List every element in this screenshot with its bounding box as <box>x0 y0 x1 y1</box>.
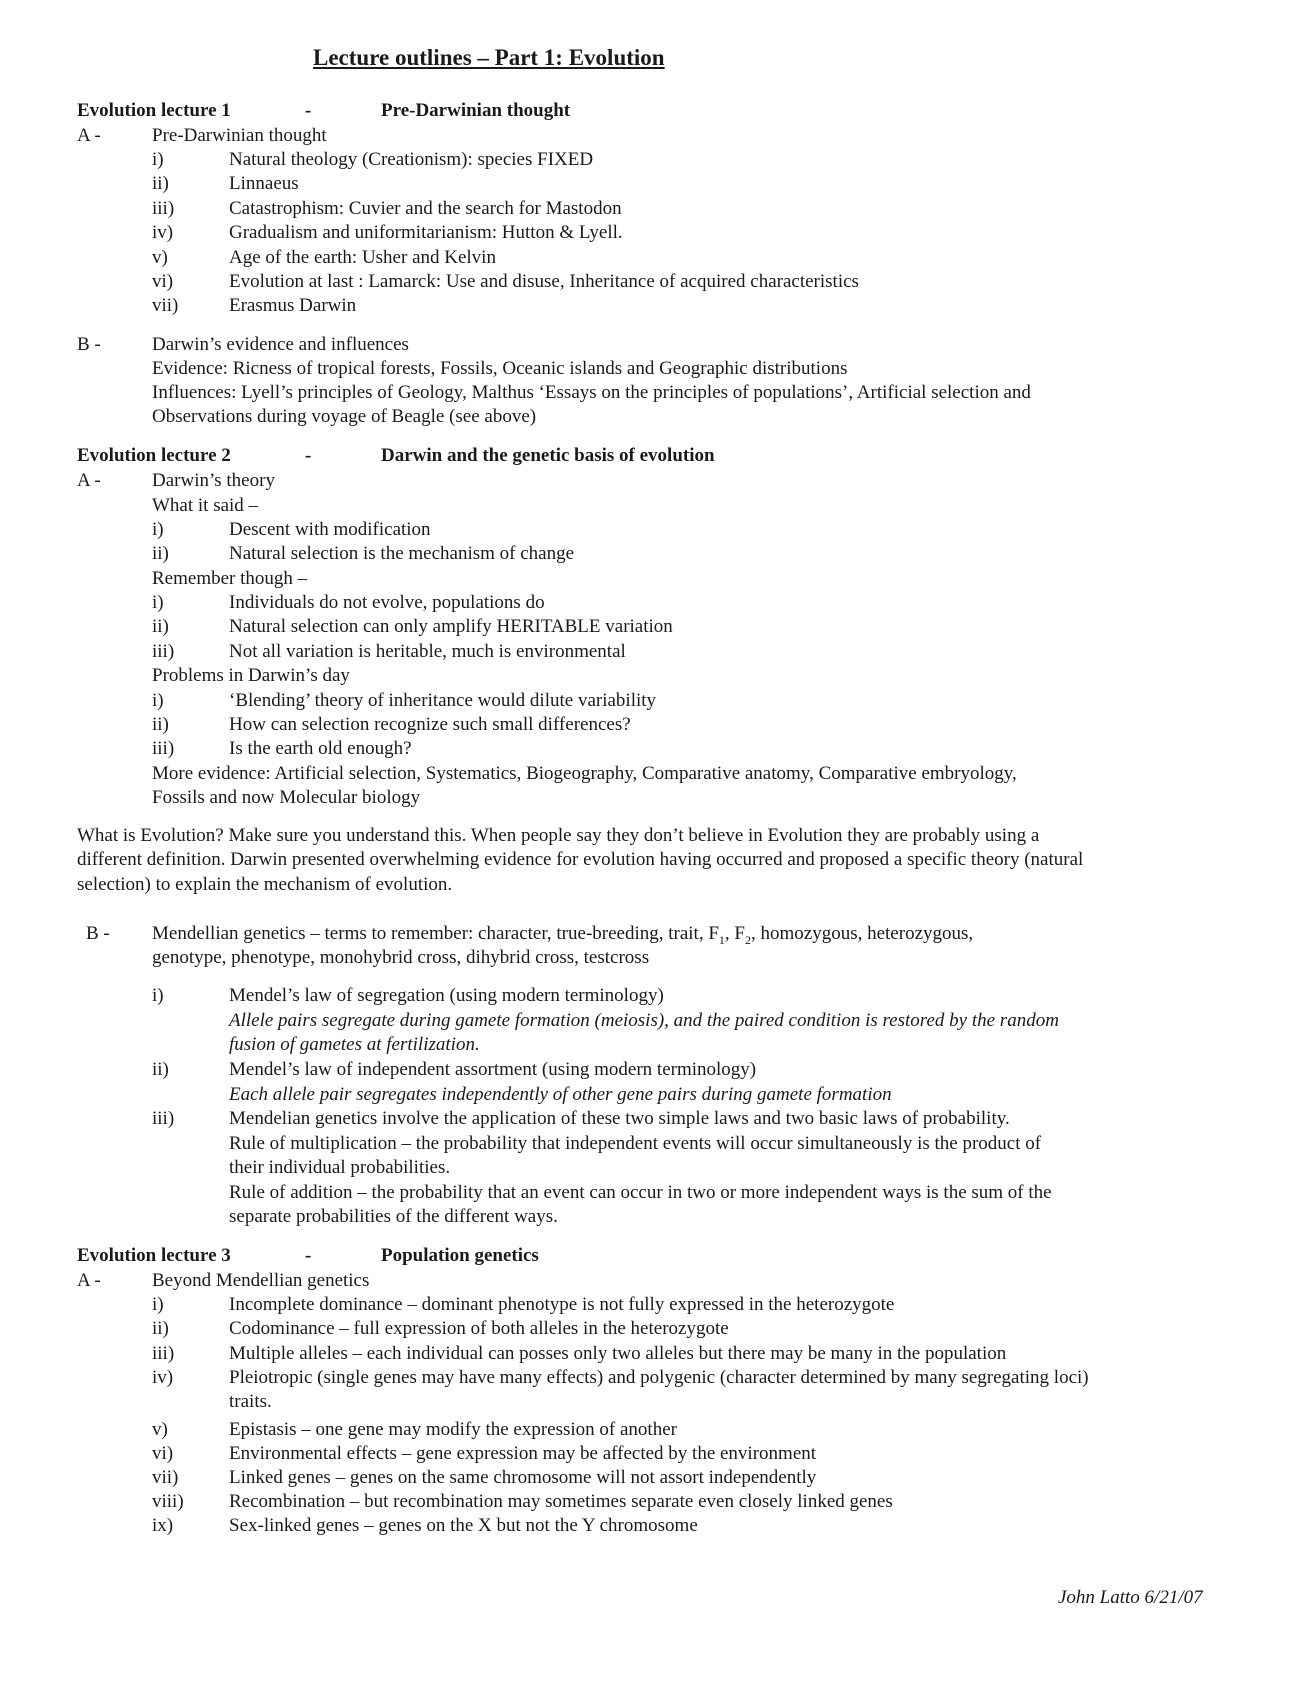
section-letter: A - <box>77 470 101 491</box>
subscript: 2 <box>744 932 751 947</box>
list-item: Descent with modification <box>229 519 431 540</box>
list-number: vii) <box>152 1467 179 1488</box>
subheading: Remember though – <box>152 568 308 589</box>
list-number: ii) <box>152 714 169 735</box>
list-item: Evolution at last : Lamarck: Use and disuse, Inheritance of acquired characteristics <box>229 271 859 292</box>
page-title: Lecture outlines – Part 1: Evolution <box>313 45 665 70</box>
list-item: ‘Blending’ theory of inheritance would dilute variability <box>229 690 657 711</box>
list-item: Catastrophism: Cuvier and the search for Mastodon <box>229 198 622 219</box>
list-item: Mendelian genetics involve the application of these two simple laws and two basic laws of probability. <box>229 1108 1010 1129</box>
subheading: Problems in Darwin’s day <box>152 665 350 686</box>
list-number: i) <box>152 519 164 540</box>
list-number: viii) <box>152 1491 184 1512</box>
paragraph-line: separate probabilities of the different ways. <box>229 1206 558 1227</box>
paragraph-line: Observations during voyage of Beagle (see above) <box>152 406 537 427</box>
list-item: Codominance – full expression of both alleles in the heterozygote <box>229 1318 729 1339</box>
list-item: Is the earth old enough? <box>229 738 412 759</box>
section-letter: A - <box>77 125 101 146</box>
list-number: iv) <box>152 1367 174 1388</box>
list-item: Multiple alleles – each individual can posses only two alleles but there may be many in the population <box>229 1343 1007 1364</box>
list-item: Recombination – but recombination may sometimes separate even closely linked genes <box>229 1491 893 1512</box>
terms-text: , homozygous, heterozygous, <box>750 923 974 944</box>
paragraph-line: Evidence: Ricness of tropical forests, Fossils, Oceanic islands and Geographic distributions <box>152 358 848 379</box>
list-item: Pleiotropic (single genes may have many effects) and polygenic (character determined by many segregating loci) <box>229 1367 1089 1388</box>
paragraph-line: genotype, phenotype, monohybrid cross, dihybrid cross, testcross <box>152 947 650 968</box>
section-letter: B - <box>86 923 110 944</box>
italic-line: fusion of gametes at fertilization. <box>229 1034 480 1055</box>
list-item: Sex-linked genes – genes on the X but not the Y chromosome <box>229 1515 698 1536</box>
list-number: iii) <box>152 1343 175 1364</box>
section-heading: Darwin’s evidence and influences <box>152 334 409 355</box>
subscript: 1 <box>718 932 725 947</box>
list-number: i) <box>152 592 164 613</box>
list-item: Gradualism and uniformitarianism: Hutton & Lyell. <box>229 222 623 243</box>
section-heading: Beyond Mendellian genetics <box>152 1270 370 1291</box>
list-number: i) <box>152 1294 164 1315</box>
list-item: Natural selection can only amplify HERITABLE variation <box>229 616 673 637</box>
lecture-1-dash: - <box>305 100 312 121</box>
lecture-1-label: Evolution lecture 1 <box>77 100 231 121</box>
list-item: Age of the earth: Usher and Kelvin <box>229 247 496 268</box>
list-number: v) <box>152 247 168 268</box>
paragraph-line: Fossils and now Molecular biology <box>152 787 421 808</box>
list-number: ix) <box>152 1515 174 1536</box>
section-heading: Pre-Darwinian thought <box>152 125 327 146</box>
list-number: iii) <box>152 1108 175 1129</box>
italic-line: Each allele pair segregates independently of other gene pairs during gamete formation <box>229 1084 892 1105</box>
paragraph-line: different definition. Darwin presented overwhelming evidence for evolution having occurred and proposed a specific theory (natural <box>77 849 1084 870</box>
list-number: v) <box>152 1419 168 1440</box>
lecture-3-dash: - <box>305 1245 312 1266</box>
terms-text: , F <box>724 923 745 944</box>
list-item: Individuals do not evolve, populations do <box>229 592 545 613</box>
paragraph-line: selection) to explain the mechanism of evolution. <box>77 874 453 895</box>
list-number: iii) <box>152 738 175 759</box>
list-item: Natural theology (Creationism): species FIXED <box>229 149 594 170</box>
lecture-3-topic: Population genetics <box>381 1245 539 1266</box>
lecture-2-dash: - <box>305 445 312 466</box>
list-number: ii) <box>152 616 169 637</box>
list-item: Incomplete dominance – dominant phenotype is not fully expressed in the heterozygote <box>229 1294 895 1315</box>
list-number: vii) <box>152 295 179 316</box>
author-signature: John Latto 6/21/07 <box>1058 1587 1203 1608</box>
list-item: How can selection recognize such small differences? <box>229 714 631 735</box>
section-letter: A - <box>77 1270 101 1291</box>
paragraph-line: their individual probabilities. <box>229 1157 451 1178</box>
list-number: i) <box>152 149 164 170</box>
list-number: iii) <box>152 641 175 662</box>
list-number: ii) <box>152 543 169 564</box>
list-item-continuation: traits. <box>229 1391 272 1412</box>
paragraph-line: Rule of multiplication – the probability that independent events will occur simultaneously is the product of <box>229 1133 1042 1154</box>
lecture-3-label: Evolution lecture 3 <box>77 1245 231 1266</box>
list-number: vi) <box>152 1443 174 1464</box>
subheading: What it said – <box>152 495 259 516</box>
list-item: Mendel’s law of segregation (using modern terminology) <box>229 985 664 1006</box>
list-number: ii) <box>152 1318 169 1339</box>
list-item: Environmental effects – gene expression may be affected by the environment <box>229 1443 817 1464</box>
paragraph-line: Rule of addition – the probability that an event can occur in two or more independent ways is the sum of the <box>229 1182 1052 1203</box>
list-item: Epistasis – one gene may modify the expression of another <box>229 1419 677 1440</box>
list-item: Erasmus Darwin <box>229 295 357 316</box>
section-letter: B - <box>77 334 101 355</box>
lecture-1-topic: Pre-Darwinian thought <box>381 100 571 121</box>
list-item: Mendel’s law of independent assortment (using modern terminology) <box>229 1059 757 1080</box>
list-number: ii) <box>152 1059 169 1080</box>
lecture-2-topic: Darwin and the genetic basis of evolution <box>381 445 715 466</box>
list-item: Linked genes – genes on the same chromosome will not assort independently <box>229 1467 817 1488</box>
list-item: Natural selection is the mechanism of change <box>229 543 575 564</box>
list-number: i) <box>152 690 164 711</box>
terms-text: Mendellian genetics – terms to remember: character, true-breeding, trait, F <box>152 923 719 944</box>
list-item: Not all variation is heritable, much is environmental <box>229 641 626 662</box>
paragraph-line: Influences: Lyell’s principles of Geology, Malthus ‘Essays on the principles of populations’, Artificial selection and <box>152 382 1031 403</box>
section-heading: Darwin’s theory <box>152 470 275 491</box>
list-number: vi) <box>152 271 174 292</box>
list-number: iii) <box>152 198 175 219</box>
italic-line: Allele pairs segregate during gamete formation (meiosis), and the paired condition is restored by the random <box>229 1010 1059 1031</box>
paragraph-line: More evidence: Artificial selection, Systematics, Biogeography, Comparative anatomy, Comparative embryology, <box>152 763 1017 784</box>
list-number: iv) <box>152 222 174 243</box>
paragraph-line: What is Evolution? Make sure you understand this. When people say they don’t believe in Evolution they are probably using a <box>77 825 1040 846</box>
lecture-2-label: Evolution lecture 2 <box>77 445 231 466</box>
list-number: i) <box>152 985 164 1006</box>
list-number: ii) <box>152 173 169 194</box>
list-item: Linnaeus <box>229 173 299 194</box>
